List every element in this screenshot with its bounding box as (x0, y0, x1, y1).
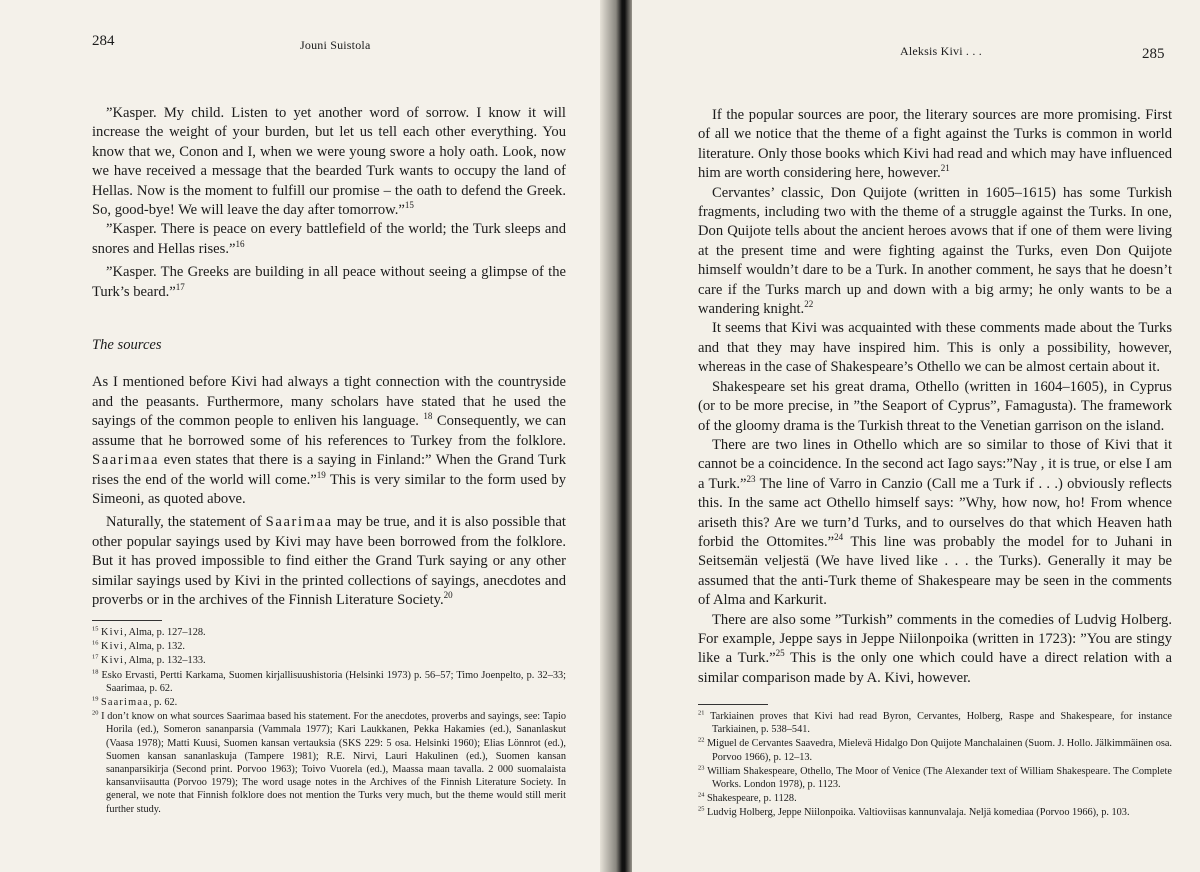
paragraph: It seems that Kivi was acquainted with these comments made about the Turks and that they may have inspired him. This is only a possibility, however, whereas in the case of Shakespeare’s Othello we can be almost certain about it. (698, 320, 1172, 376)
paragraph: If the popular sources are poor, the literary sources are more promising. First of all we notice that the theme of a fight against the Turks is common in world literature. Only those books which Kivi had read and which may have influenced him are worth considering here, however.$^{21}$ (698, 107, 1172, 182)
footnote-ref: 18 (423, 411, 433, 422)
paragraph: Shakespeare set his great drama, Othello (written in 1604–1605), in Cyprus (or to be more precise, in ”the Seaport of Cyprus”, Famagusta). The framework of the gloomy drama is the Turkish threat to the Venetian garrison on the island. (698, 378, 1172, 434)
running-head: Aleksis Kivi . . . (900, 44, 982, 58)
footnote: $^{18}$ Esko Ervasti, Pertti Karkama, Suomen kirjallisuushistoria (Helsinki 1973) p. 56–57; Timo Joenpelto, p. 32–33; Saarimaa, p. 62. (92, 668, 566, 694)
footnote: $^{23}$ William Shakespeare, Othello, The Moor of Venice (The Alexander text of William Shakespeare. The Complete Works. London 1978), p. 1123. (698, 764, 1172, 791)
paragraph: As I mentioned before Kivi had always a tight connection with the countryside and the peasants. Furthermore, many scholars have stated that he used the sayings of the common people to enliven his language. $^{18}$ Consequently, we can assume that he borrowed some of his references to Turkey from the folklore. Saarimaa even states that there is a saying in Finland:” When the Grand Turk rises the end of the world will come.”$^{19}$ This is very similar to the form used by Simeoni, as quoted above. (92, 374, 567, 507)
footnote: $^{25}$ Ludvig Holberg, Jeppe Niilonpoika. Valtioviisas kannunvalaja. Neljä komediaa (Porvoo 1966), p. 103. (698, 806, 1130, 819)
footnote: $^{16}$ Kivi, Alma, p. 132. (92, 639, 185, 653)
right-body-text (698, 106, 1172, 688)
page-number: 285 (1142, 46, 1165, 62)
paragraph: There are also some ”Turkish” comments in the comedies of Ludvig Holberg. For example, Jeppe says in Jeppe Niilonpoika (written in 1723): ”You are stingy like a Turk.”$^{25}$ This is the only one which could have a direct relation with a similar comparison made by A. Kivi, however. (698, 611, 1173, 686)
footnote-divider (698, 704, 768, 705)
footnote-ref: 19 (316, 469, 326, 480)
footnote-ref: 21 (940, 163, 950, 174)
footnote-ref: 25 (775, 648, 785, 659)
running-head: Jouni Suistola (300, 38, 371, 52)
paragraph: ”Kasper. The Greeks are building in all peace without seeing a glimpse of the Turk’s beard.”$^{17}$ (92, 264, 566, 300)
right-footnotes (698, 710, 1172, 821)
footnote: $^{19}$ Saarimaa, p. 62. (92, 695, 178, 709)
footnote: $^{20}$ I don’t know on what sources Saarimaa based his statement. For the anecdotes, proverbs and sayings, see: Tapio Horila (ed.), Someron sananparsia (Vammala 1977); Kari Laukkanen, Pekka Hakamies (ed.), Sananlaskut (Vaasa 1978); Matti Kuusi, Suomen kansan vertauksia (SKS 229: 5 osa. Helsinki 1960); Elias Lönnrot (ed.), Suomen kansan sananlaskuja (Tampere 1981); R.E. Nirvi, Lauri Hakulinen (ed.), Suomen kansan sananparsikirja (Second print. Porvoo 1963); Toivo Vuorela (ed.), Maassa maan tavalla. 2 000 suomalaista kansanviisautta (Porvoo 1979); The word usage notes in the Archives of the Finnish Literature Society. In general, we note that Finnish folklore does not mention the Turks very much, but the theme would still merit further study. (92, 709, 567, 815)
footnote: $^{21}$ Tarkiainen proves that Kivi had read Byron, Cervantes, Holberg, Raspe and Shakespeare, for instance Tarkiainen, p. 538–541. (698, 709, 1172, 736)
footnote-ref: 24 (834, 532, 844, 543)
footnote-ref: 22 (804, 299, 814, 310)
paragraph: Naturally, the statement of Saarimaa may be true, and it is also possible that other popular sayings used by Kivi may have been borrowed from the folklore. But it has proved impossible to find either the Grand Turk saying or any other similar sayings used by Kivi in the printed collections of sayings, anecdotes and proverbs or in the archives of the Finnish Literature Society.$^{20}$ (92, 514, 566, 608)
right-page (632, 0, 1200, 872)
left-footnotes (92, 626, 566, 817)
footnote-ref: 17 (175, 281, 185, 292)
footnote: $^{17}$ Kivi, Alma, p. 132–133. (92, 653, 206, 667)
footnote-divider (92, 620, 162, 621)
footnote-ref: 23 (746, 473, 756, 484)
left-body-text (92, 104, 566, 610)
paragraph: There are two lines in Othello which are so similar to those of Kivi that it cannot be a coincidence. In the second act Iago says:”Nay , it is true, or else I am a Turk.”$^{23}$ The line of Varro in Canzio (Call me a Turk if . . .) obviously reflects this. In the same act Othello himself says: ”Why, how now, ho! From whence ariseth this? Are we turn’d Turks, and to ourselves do that which Heaven hath forbid the Ottomites.”$^{24}$ This line was probably the model for to Juhani in Seitsemän veljestä (We have lived like . . . the Turks). Generally it may be assumed that the anti-Turk theme of Shakespeare may be seen in the comments of Alma and Karkurit. (698, 436, 1173, 609)
paragraph: ”Kasper. There is peace on every battlefield of the world; the Turk sleeps and snores and Hellas rises.”$^{16}$ (92, 221, 566, 257)
footnote-ref: 15 (404, 200, 414, 211)
page-number: 284 (92, 33, 115, 49)
footnote: $^{22}$ Miguel de Cervantes Saavedra, Mielevä Hidalgo Don Quijote Manchalainen (Suom. J. Hollo. Jälkimmäinen osa. Porvoo 1966), p. 12–13. (698, 736, 1173, 763)
paragraph: Cervantes’ classic, Don Quijote (written in 1605–1615) has some Turkish fragments, including two with the theme of a struggle against the Turks. In one, Don Quijote tells about the ancient heroes avows that if one of them were living at the present time and were fighting against the Turks, even Don Quijote himself wouldn’t dare to be a Turk. In another comment, he says that he doesn’t care if the Turks march up and down with a big army; he only wants to be a wandering knight.$^{22}$ (698, 184, 1172, 318)
footnote: $^{15}$ Kivi, Alma, p. 127–128. (92, 625, 206, 638)
footnote-ref: 20 (443, 590, 453, 601)
footnote: $^{24}$ Shakespeare, p. 1128. (698, 791, 797, 805)
section-heading: The sources (92, 337, 162, 354)
footnote-ref: 16 (235, 238, 245, 249)
paragraph: ”Kasper. My child. Listen to yet another word of sorrow. I know it will increase the weight of your burden, but let us tell each other everything. You know that we, Conon and I, when we were young swore a holy oath. Look, now we have received a message that the bearded Turk wants to occupy the land of Hellas. Now is the moment to fulfill our promise – the oath to defend the Greek. So, good-bye! We will leave the day after tomorrow.”$^{15}$ (92, 105, 566, 219)
